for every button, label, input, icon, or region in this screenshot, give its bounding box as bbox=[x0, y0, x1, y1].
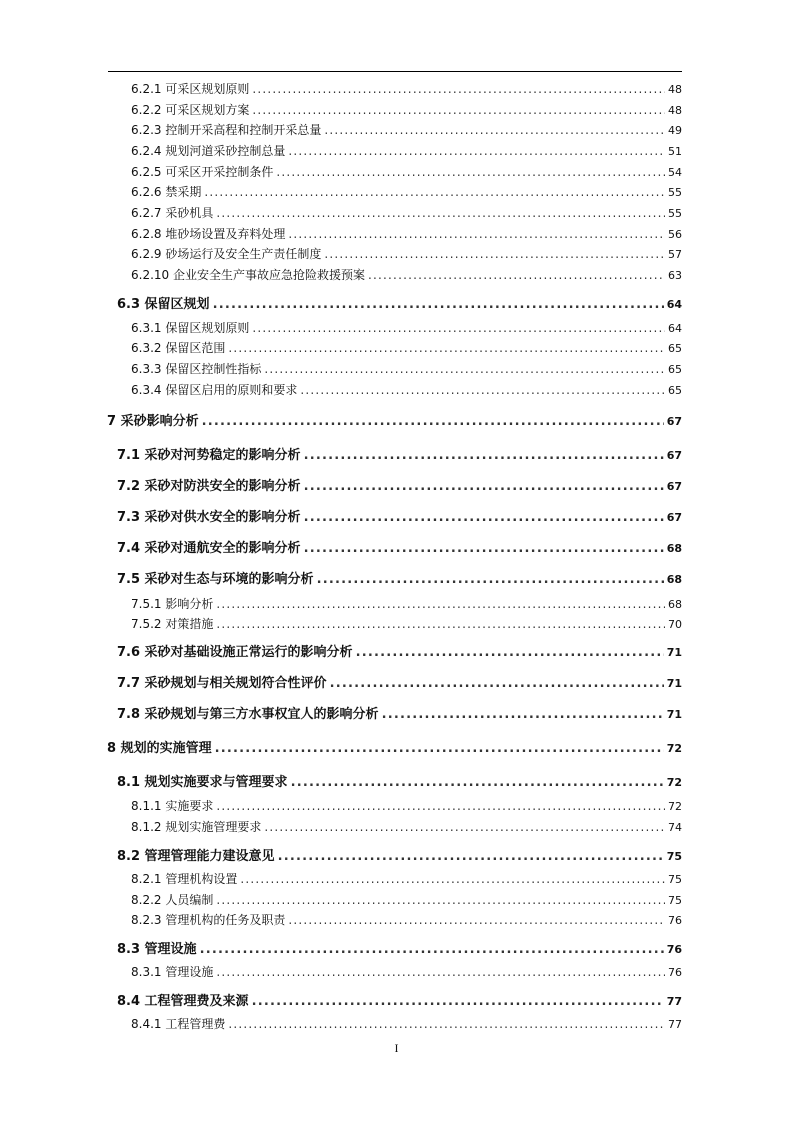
toc-leader-dots bbox=[324, 247, 665, 261]
toc-entry[interactable] bbox=[131, 245, 682, 262]
toc-entry-label: 6.2.6 禁采期 bbox=[131, 185, 202, 199]
toc-leader-dots bbox=[252, 82, 665, 96]
toc-leader-dots bbox=[278, 849, 664, 864]
toc-entry-page: 51 bbox=[668, 145, 682, 158]
toc-entry-label: 7.6 采砂对基础设施正常运行的影响分析 bbox=[117, 645, 353, 660]
page-number: I bbox=[394, 1041, 399, 1055]
toc-entry-page: 71 bbox=[666, 646, 682, 659]
toc-entry-label: 6.3.2 保留区范围 bbox=[131, 341, 226, 355]
toc-leader-dots bbox=[215, 741, 664, 756]
toc-leader-dots bbox=[252, 103, 665, 117]
toc-entry[interactable] bbox=[131, 183, 682, 200]
toc-entry-page: 65 bbox=[668, 384, 682, 397]
toc-entry-page: 76 bbox=[668, 914, 682, 927]
toc-entry-page: 67 bbox=[666, 480, 682, 493]
toc-entry[interactable] bbox=[131, 911, 682, 928]
toc-entry-page: 67 bbox=[666, 415, 682, 428]
toc-entry[interactable] bbox=[131, 121, 682, 138]
toc-entry-page: 71 bbox=[666, 677, 682, 690]
toc-leader-dots bbox=[324, 123, 665, 137]
toc-entry-page: 75 bbox=[666, 850, 682, 863]
toc-entry-page: 75 bbox=[668, 873, 682, 886]
toc-entry-page: 68 bbox=[668, 598, 682, 611]
toc-entry[interactable] bbox=[131, 615, 682, 632]
toc-entry-page: 49 bbox=[668, 124, 682, 137]
toc-entry[interactable] bbox=[117, 475, 682, 494]
toc-leader-dots bbox=[288, 144, 665, 158]
toc-leader-dots bbox=[304, 479, 664, 494]
toc-entry[interactable] bbox=[131, 870, 682, 887]
toc-entry[interactable] bbox=[131, 818, 682, 835]
toc-leader-dots bbox=[330, 676, 664, 691]
toc-entry[interactable] bbox=[131, 963, 682, 980]
toc-entry[interactable] bbox=[131, 266, 682, 283]
toc-leader-dots bbox=[368, 268, 665, 282]
toc-entry-page: 72 bbox=[666, 776, 682, 789]
toc-leader-dots bbox=[304, 541, 664, 556]
toc-entry-label: 8.1 规划实施要求与管理要求 bbox=[117, 775, 288, 790]
toc-leader-dots bbox=[317, 572, 664, 587]
toc-entry-page: 67 bbox=[666, 449, 682, 462]
toc-entry[interactable] bbox=[131, 101, 682, 118]
toc-entry-page: 63 bbox=[668, 269, 682, 282]
toc-leader-dots bbox=[300, 383, 665, 397]
toc-entry[interactable] bbox=[131, 381, 682, 398]
toc-entry-page: 55 bbox=[668, 207, 682, 220]
toc-entry-label: 8.3.1 管理设施 bbox=[131, 965, 214, 979]
toc-entry[interactable] bbox=[117, 771, 682, 790]
toc-entry-page: 68 bbox=[666, 573, 682, 586]
toc-entry[interactable] bbox=[107, 737, 682, 756]
toc-leader-dots bbox=[228, 1017, 665, 1031]
toc-entry-label: 6.2.8 堆砂场设置及弃料处理 bbox=[131, 227, 286, 241]
toc-entry[interactable] bbox=[131, 891, 682, 908]
toc-entry[interactable] bbox=[107, 410, 682, 429]
toc-leader-dots bbox=[288, 913, 665, 927]
toc-entry-page: 64 bbox=[666, 298, 682, 311]
toc-leader-dots bbox=[264, 362, 665, 376]
header-rule bbox=[108, 71, 682, 72]
toc-entry[interactable] bbox=[131, 319, 682, 336]
toc-entry-label: 6.2.5 可采区开采控制条件 bbox=[131, 165, 274, 179]
toc-entry[interactable] bbox=[131, 225, 682, 242]
toc-entry-page: 56 bbox=[668, 228, 682, 241]
toc-entry-label: 6.2.2 可采区规划方案 bbox=[131, 103, 250, 117]
toc-entry[interactable] bbox=[117, 845, 682, 864]
toc-entry-page: 77 bbox=[668, 1018, 682, 1031]
toc-entry-page: 76 bbox=[666, 943, 682, 956]
toc-entry-page: 65 bbox=[668, 342, 682, 355]
toc-leader-dots bbox=[204, 185, 665, 199]
toc-entry-label: 6.2.3 控制开采高程和控制开采总量 bbox=[131, 123, 322, 137]
toc-entry-page: 74 bbox=[668, 821, 682, 834]
toc-entry-label: 8.2.3 管理机构的任务及职责 bbox=[131, 913, 286, 927]
toc-entry-label: 6.2.1 可采区规划原则 bbox=[131, 82, 250, 96]
toc-leader-dots bbox=[228, 341, 665, 355]
toc-entry[interactable] bbox=[117, 672, 682, 691]
toc-entry-label: 8.1.1 实施要求 bbox=[131, 799, 214, 813]
toc-leader-dots bbox=[252, 994, 664, 1009]
toc-entry-page: 57 bbox=[668, 248, 682, 261]
toc-entry[interactable] bbox=[117, 537, 682, 556]
toc-entry-page: 76 bbox=[668, 966, 682, 979]
toc-entry-label: 6.3.1 保留区规划原则 bbox=[131, 321, 250, 335]
toc-entry[interactable] bbox=[131, 142, 682, 159]
toc-entry-page: 48 bbox=[668, 83, 682, 96]
toc-entry-label: 6.2.10 企业安全生产事故应急抢险救援预案 bbox=[131, 268, 365, 282]
toc-leader-dots bbox=[240, 872, 665, 886]
toc-entry[interactable] bbox=[117, 506, 682, 525]
toc-leader-dots bbox=[216, 893, 665, 907]
toc-entry-label: 8.2 管理管理能力建设意见 bbox=[117, 849, 275, 864]
toc-leader-dots bbox=[264, 820, 665, 834]
toc-entry[interactable] bbox=[117, 293, 682, 312]
toc-leader-dots bbox=[304, 510, 664, 525]
toc-leader-dots bbox=[216, 206, 665, 220]
toc-leader-dots bbox=[288, 227, 665, 241]
toc-leader-dots bbox=[356, 645, 664, 660]
toc-entry-page: 64 bbox=[668, 322, 682, 335]
toc-entry-label: 6.2.4 规划河道采砂控制总量 bbox=[131, 144, 286, 158]
toc-entry-page: 71 bbox=[666, 708, 682, 721]
toc-leader-dots bbox=[291, 775, 664, 790]
toc-leader-dots bbox=[213, 297, 664, 312]
toc-entry-label: 6.2.7 采砂机具 bbox=[131, 206, 214, 220]
toc-entry-page: 54 bbox=[668, 166, 682, 179]
toc-entry-page: 67 bbox=[666, 511, 682, 524]
toc-entry[interactable] bbox=[131, 80, 682, 97]
toc-leader-dots bbox=[216, 597, 665, 611]
toc-entry-page: 55 bbox=[668, 186, 682, 199]
toc-entry[interactable] bbox=[131, 595, 682, 612]
toc-entry-page: 75 bbox=[668, 894, 682, 907]
toc-leader-dots bbox=[252, 321, 665, 335]
toc-entry-label: 7.5.2 对策措施 bbox=[131, 617, 214, 631]
toc-entry[interactable] bbox=[131, 339, 682, 356]
toc-entry-label: 8 规划的实施管理 bbox=[107, 741, 212, 756]
toc-entry-page: 48 bbox=[668, 104, 682, 117]
toc-entry[interactable] bbox=[117, 990, 682, 1009]
toc-entry[interactable] bbox=[117, 703, 682, 722]
toc-entry-label: 7.2 采砂对防洪安全的影响分析 bbox=[117, 479, 301, 494]
toc-leader-dots bbox=[202, 414, 664, 429]
toc-entry-label: 8.3 管理设施 bbox=[117, 942, 197, 957]
toc-entry-label: 7.8 采砂规划与第三方水事权宜人的影响分析 bbox=[117, 707, 379, 722]
toc-leader-dots bbox=[276, 165, 665, 179]
toc-entry-label: 8.4.1 工程管理费 bbox=[131, 1017, 226, 1031]
toc-entry-label: 6.3.4 保留区启用的原则和要求 bbox=[131, 383, 298, 397]
toc-entry-page: 68 bbox=[666, 542, 682, 555]
toc-entry-page: 70 bbox=[668, 618, 682, 631]
toc-entry-page: 65 bbox=[668, 363, 682, 376]
toc-entry-label: 7.3 采砂对供水安全的影响分析 bbox=[117, 510, 301, 525]
toc-entry-label: 7.7 采砂规划与相关规划符合性评价 bbox=[117, 676, 327, 691]
toc-leader-dots bbox=[216, 965, 665, 979]
toc-entry[interactable] bbox=[117, 641, 682, 660]
toc-entry[interactable] bbox=[131, 204, 682, 221]
toc-leader-dots bbox=[216, 617, 665, 631]
toc-entry-page: 72 bbox=[668, 800, 682, 813]
toc-entry[interactable] bbox=[117, 938, 682, 957]
toc-leader-dots bbox=[304, 448, 664, 463]
toc-entry-label: 6.3 保留区规划 bbox=[117, 297, 210, 312]
toc-leader-dots bbox=[382, 707, 664, 722]
toc-entry[interactable] bbox=[131, 1015, 682, 1032]
toc-entry[interactable] bbox=[117, 568, 682, 587]
toc-entry-page: 77 bbox=[666, 995, 682, 1008]
toc-entry[interactable] bbox=[131, 163, 682, 180]
toc-entry-label: 8.1.2 规划实施管理要求 bbox=[131, 820, 262, 834]
toc-entry-label: 6.3.3 保留区控制性指标 bbox=[131, 362, 262, 376]
toc-entry[interactable] bbox=[131, 797, 682, 814]
toc-entry-label: 7.5 采砂对生态与环境的影响分析 bbox=[117, 572, 314, 587]
toc-entry-label: 8.4 工程管理费及来源 bbox=[117, 994, 249, 1009]
toc-entry-label: 8.2.2 人员编制 bbox=[131, 893, 214, 907]
toc-entry[interactable] bbox=[131, 360, 682, 377]
toc-leader-dots bbox=[216, 799, 665, 813]
toc-entry-label: 7.5.1 影响分析 bbox=[131, 597, 214, 611]
toc-leader-dots bbox=[200, 942, 664, 957]
toc-entry-label: 8.2.1 管理机构设置 bbox=[131, 872, 238, 886]
toc-entry[interactable] bbox=[117, 444, 682, 463]
toc-entry-label: 6.2.9 砂场运行及安全生产责任制度 bbox=[131, 247, 322, 261]
toc-entry-label: 7 采砂影响分析 bbox=[107, 414, 199, 429]
toc-entry-label: 7.4 采砂对通航安全的影响分析 bbox=[117, 541, 301, 556]
toc-entry-label: 7.1 采砂对河势稳定的影响分析 bbox=[117, 448, 301, 463]
toc-entry-page: 72 bbox=[666, 742, 682, 755]
